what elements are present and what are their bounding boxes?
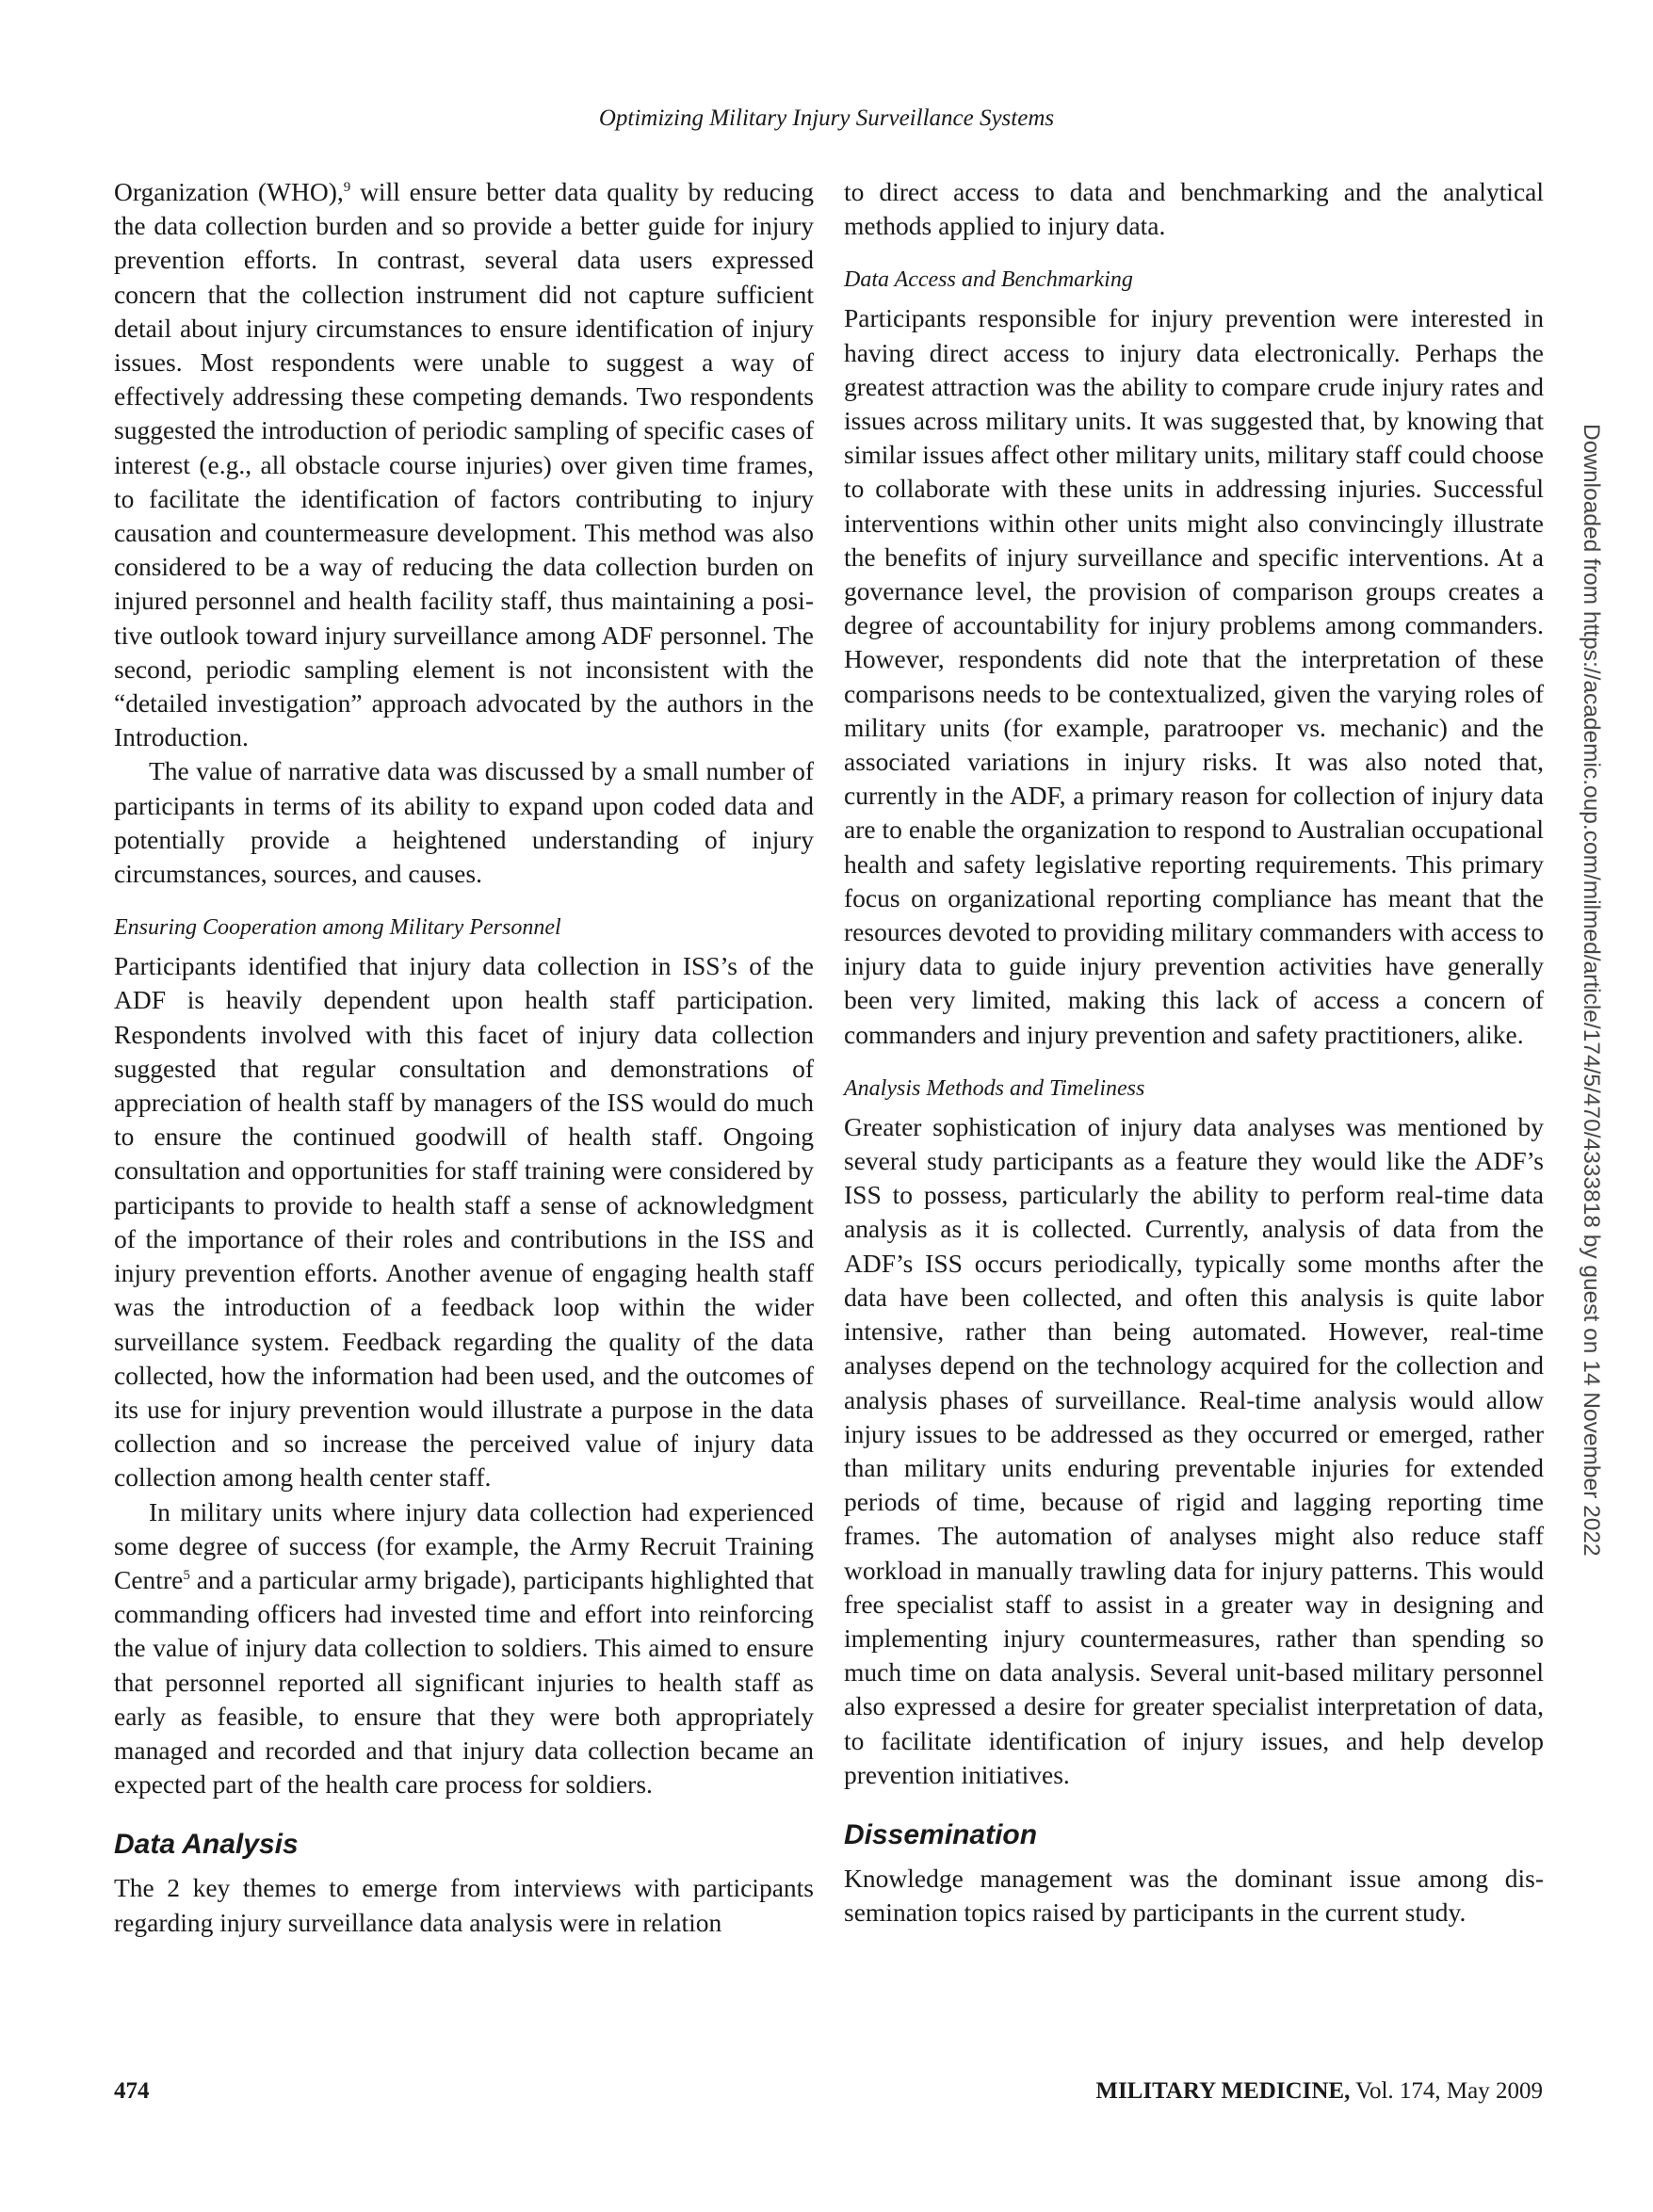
paragraph: Knowledge management was the dominant issue among dissemination topics raised by participants in the current study. xyxy=(844,1863,1544,1928)
subsection-heading: Data Access and Benchmarking xyxy=(844,267,1133,293)
download-watermark: Downloaded from https://academic.oup.com/milmed/article/174/5/470/4333818 by guest on 14 November 2022 xyxy=(1579,424,1604,1557)
footnote-ref[interactable]: 9 xyxy=(343,179,351,195)
paragraph: The value of narrative data was discussed by a small number of participants in terms of its ability to expand upon coded data and potentially provide a heightened understanding of injury circumstances, sources, and causes. xyxy=(114,756,814,889)
subsection-heading: Ensuring Cooperation among Military Personnel xyxy=(114,915,561,941)
volume-date: Vol. 174, May 2009 xyxy=(1350,2078,1543,2104)
paragraph: Participants responsible for injury prevention were interested in having direct access to injury data electronically. Perhaps the greatest attraction was the ability to compare crude injury rates and issues across military units. It was suggested that, by knowing that similar issues affect other military units, military staff could choose to collaborate with these units in addressing injuries. Successful interventions within other units might also convincingly illustrate the benefits of injury surveillance and specific interventions. At a governance level, the provision of comparison groups creates a degree of accountability for injury problems among commanders. However, respondents did note that the interpretation of these comparisons needs to be contextualized, given the varying roles of military units (for example, paratrooper vs. mechanic) and the associated variations in injury risks. It was also noted that, currently in the ADF, a primary reason for collection of injury data are to enable the organization to respond to Australian occupational health and safety legislative reporting requirements. This primary focus on organizational reporting compliance has meant that the resources devoted to providing military commanders with access to injury data to guide injury prevention activities have generally been very limited, making this lack of access a concern of commanders and injury prevention and safety practitioners, alike. xyxy=(844,303,1544,1049)
paragraph: The 2 key themes to emerge from interviews with participants regarding injury surveillance data analysis were in relation xyxy=(114,1873,814,1937)
paragraph: Participants identified that injury data collection in ISS’s of the ADF is heavily dependent upon health staff participation. Respondents involved with this facet of injury data collection suggested that regular consultation and demonstrations of appreciation of health staff by managers of the ISS would do much to ensure the continued goodwill of health staff. Ongoing consultation and opportunities for staff training were considered by participants to provide to health staff a sense of acknowledgment of the importance of their roles and contributions in the ISS and injury prevention efforts. Another avenue of engaging health staff was the introduction of a feedback loop within the wider surveillance system. Feedback regarding the quality of the data collected, how the information had been used, and the outcomes of its use for injury prevention would illustrate a purpose in the data collection and so increase the perceived value of injury data collection among health center staff. xyxy=(114,951,814,1493)
paragraph: In military units where injury data collection had experienced some degree of success (for example, the Army Recruit Training Centre$^5$ and a particular army brigade), participants highlighted that commanding officers had invested time and effort into reinforcing the value of injury data collection to soldiers. This aimed to ensure that personnel reported all significant injuries to health staff as early as feasible, to ensure that they were both appropriately managed and recorded and that injury data collection became an expected part of the health care process for soldiers. xyxy=(114,1496,814,1800)
paragraph: to direct access to data and benchmarking and the analytical methods applied to injury data. xyxy=(844,177,1544,241)
right-column xyxy=(844,175,1544,1929)
journal-citation xyxy=(1095,2078,1543,2105)
subsection-heading: Analysis Methods and Timeliness xyxy=(844,1075,1145,1101)
section-heading: Data Analysis xyxy=(114,1829,299,1861)
paragraph: Greater sophistication of injury data analyses was mentioned by several study participants as a feature they would like the ADF’s ISS to possess, particularly the ability to perform real-time data analysis as it is collected. Currently, analysis of data from the ADF’s ISS occurs periodically, typically some months after the data have been collected, and often this analysis is quite labor intensive, rather than being automated. However, real-time analyses depend on the technology acquired for the collection and analysis phases of surveillance. Real-time analysis would allow injury issues to be addressed as they occurred or emerged, rather than military units enduring preventable injuries for extended periods of time, because of rigid and lagging reporting time frames. The automation of analyses might also reduce staff workload in manually trawling data for injury patterns. This would free specialist staff to assist in a greater way in designing and implementing injury countermeasures, rather than spending so much time on data analysis. Several unit-based military personnel also expressed a desire for greater specialist interpretation of data, to facilitate identification of injury issues, and help develop prevention initiatives. xyxy=(844,1111,1544,1789)
footnote-ref[interactable]: 5 xyxy=(183,1567,190,1583)
page-number: 474 xyxy=(114,2078,150,2104)
journal-name: MILITARY MEDICINE, xyxy=(1095,2078,1351,2104)
paragraph: Organization (WHO),$^9$ will ensure better data quality by reducing the data collection burden and so provide a better guide for injury prevention efforts. In contrast, several data users expressed concern that the collection instrument did not capture sufficient detail about injury circumstances to ensure identification of injury issues. Most respondents were unable to suggest a way of effectively addressing these competing demands. Two respondents suggested the introduction of periodic sampling of specific cases of interest (e.g., all obstacle course injuries) over given time frames, to facilitate the identification of factors contributing to injury causation and countermeasure development. This method was also considered to be a way of reducing the data collection burden on injured personnel and health facility staff, thus maintaining a positive outlook toward injury surveillance among ADF personnel. The second, periodic sampling element is not inconsistent with the “detailed investigation” approach advocated by the authors in the Introduction. xyxy=(114,177,814,752)
left-column xyxy=(114,175,814,1940)
running-head: Optimizing Military Injury Surveillance Systems xyxy=(598,105,1055,131)
section-heading: Dissemination xyxy=(844,1818,1038,1850)
